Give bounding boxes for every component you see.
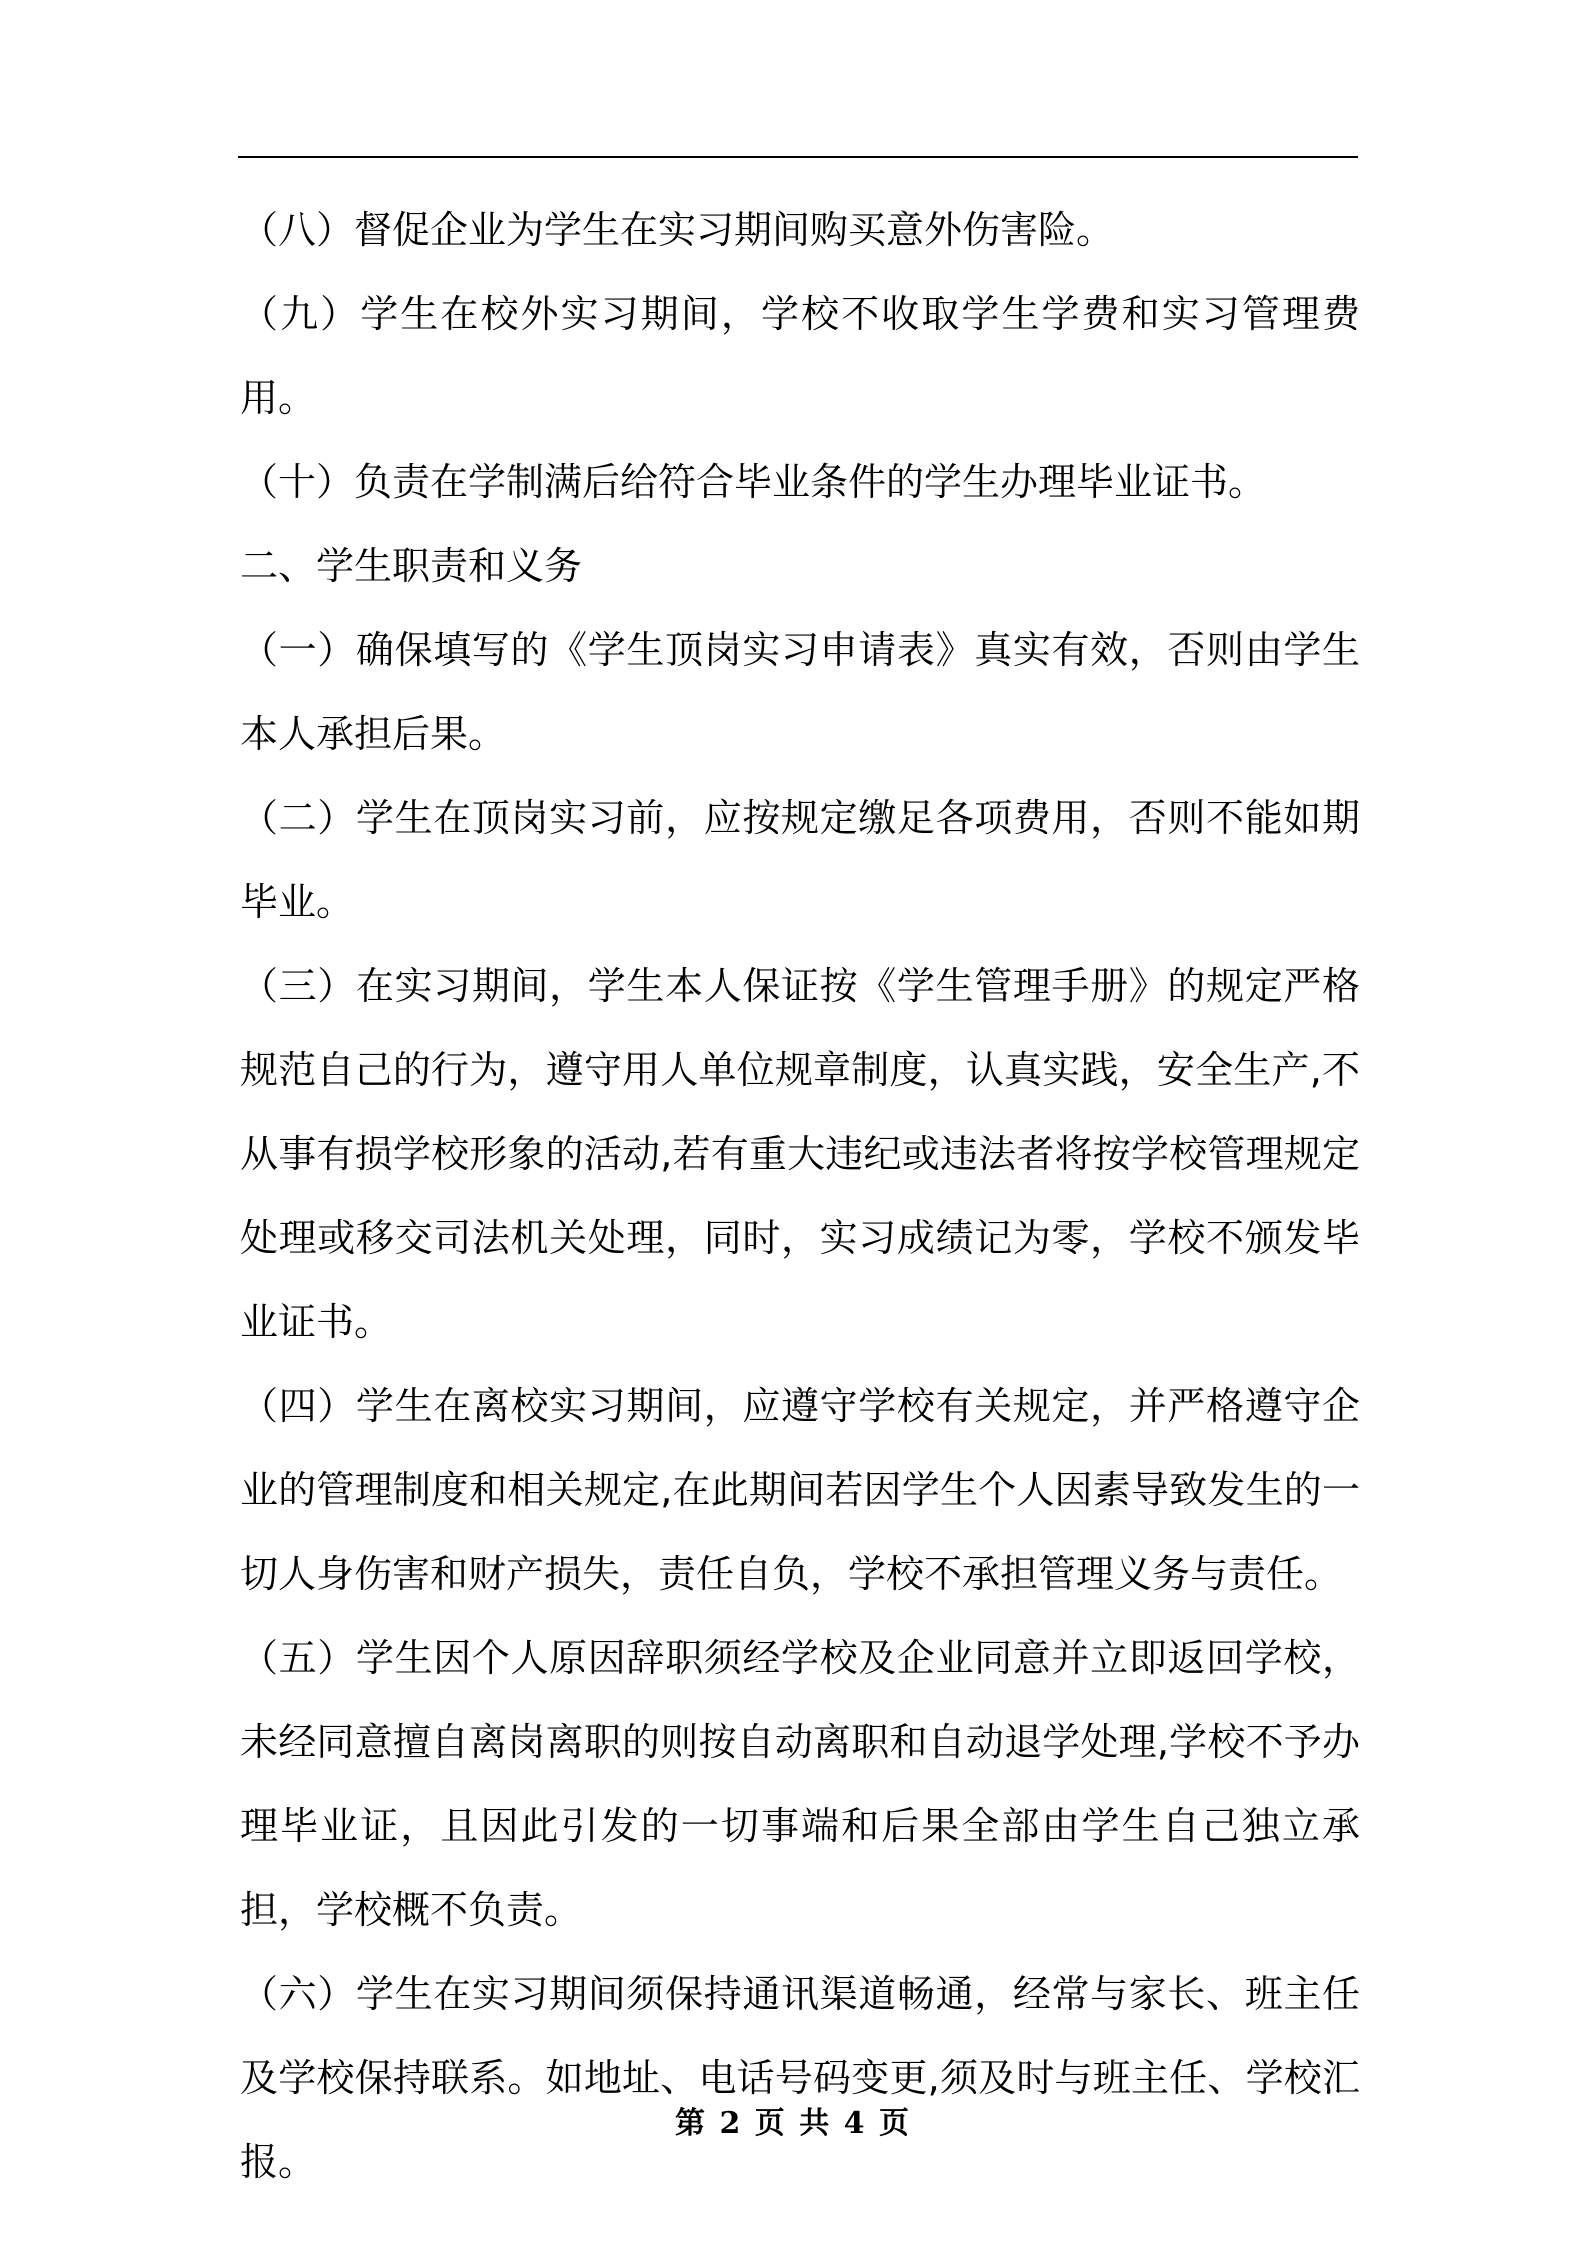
paragraph-duty-3: （三）在实习期间，学生本人保证按《学生管理手册》的规定严格规范自己的行为，遵守用人单位规章制度，认真实践，安全生产,不从事有损学校形象的活动,若有重大违纪或违法者将按学校管理规定处理或移交司法机关处理，同时，实习成绩记为零，学校不颁发毕业证书。 — [240, 964, 1360, 1344]
paragraph-duty-5: （五）学生因个人原因辞职须经学校及企业同意并立即返回学校，未经同意擅自离岗离职的则按自动离职和自动退学处理,学校不予办理毕业证，且因此引发的一切事端和后果全部由学生自己独立承担，学校概不负责。 — [240, 1636, 1360, 1932]
paragraph-duty-1: （一）确保填写的《学生顶岗实习申请表》真实有效，否则由学生本人承担后果。 — [240, 628, 1360, 756]
paragraph-item-8: （八）督促企业为学生在实习期间购买意外伤害险。 — [240, 208, 1115, 252]
header-rule — [238, 156, 1358, 158]
section-heading-student-duties: 二、学生职责和义务 — [240, 544, 583, 588]
document-body — [240, 188, 1360, 2204]
paragraph-duty-6: （六）学生在实习期间须保持通讯渠道畅通，经常与家长、班主任及学校保持联系。如地址、电话号码变更,须及时与班主任、学校汇报。 — [240, 1972, 1360, 2184]
paragraph-duty-2: （二）学生在顶岗实习前，应按规定缴足各项费用，否则不能如期毕业。 — [240, 796, 1360, 924]
paragraph-item-9: （九）学生在校外实习期间，学校不收取学生学费和实习管理费用。 — [240, 292, 1360, 420]
page-number-footer: 第 2 页 共 4 页 — [675, 2106, 911, 2141]
paragraph-duty-4: （四）学生在离校实习期间，应遵守学校有关规定，并严格遵守企业的管理制度和相关规定,在此期间若因学生个人因素导致发生的一切人身伤害和财产损失，责任自负，学校不承担管理义务与责任。 — [240, 1384, 1360, 1596]
paragraph-item-10: （十）负责在学制满后给符合毕业条件的学生办理毕业证书。 — [240, 460, 1267, 504]
